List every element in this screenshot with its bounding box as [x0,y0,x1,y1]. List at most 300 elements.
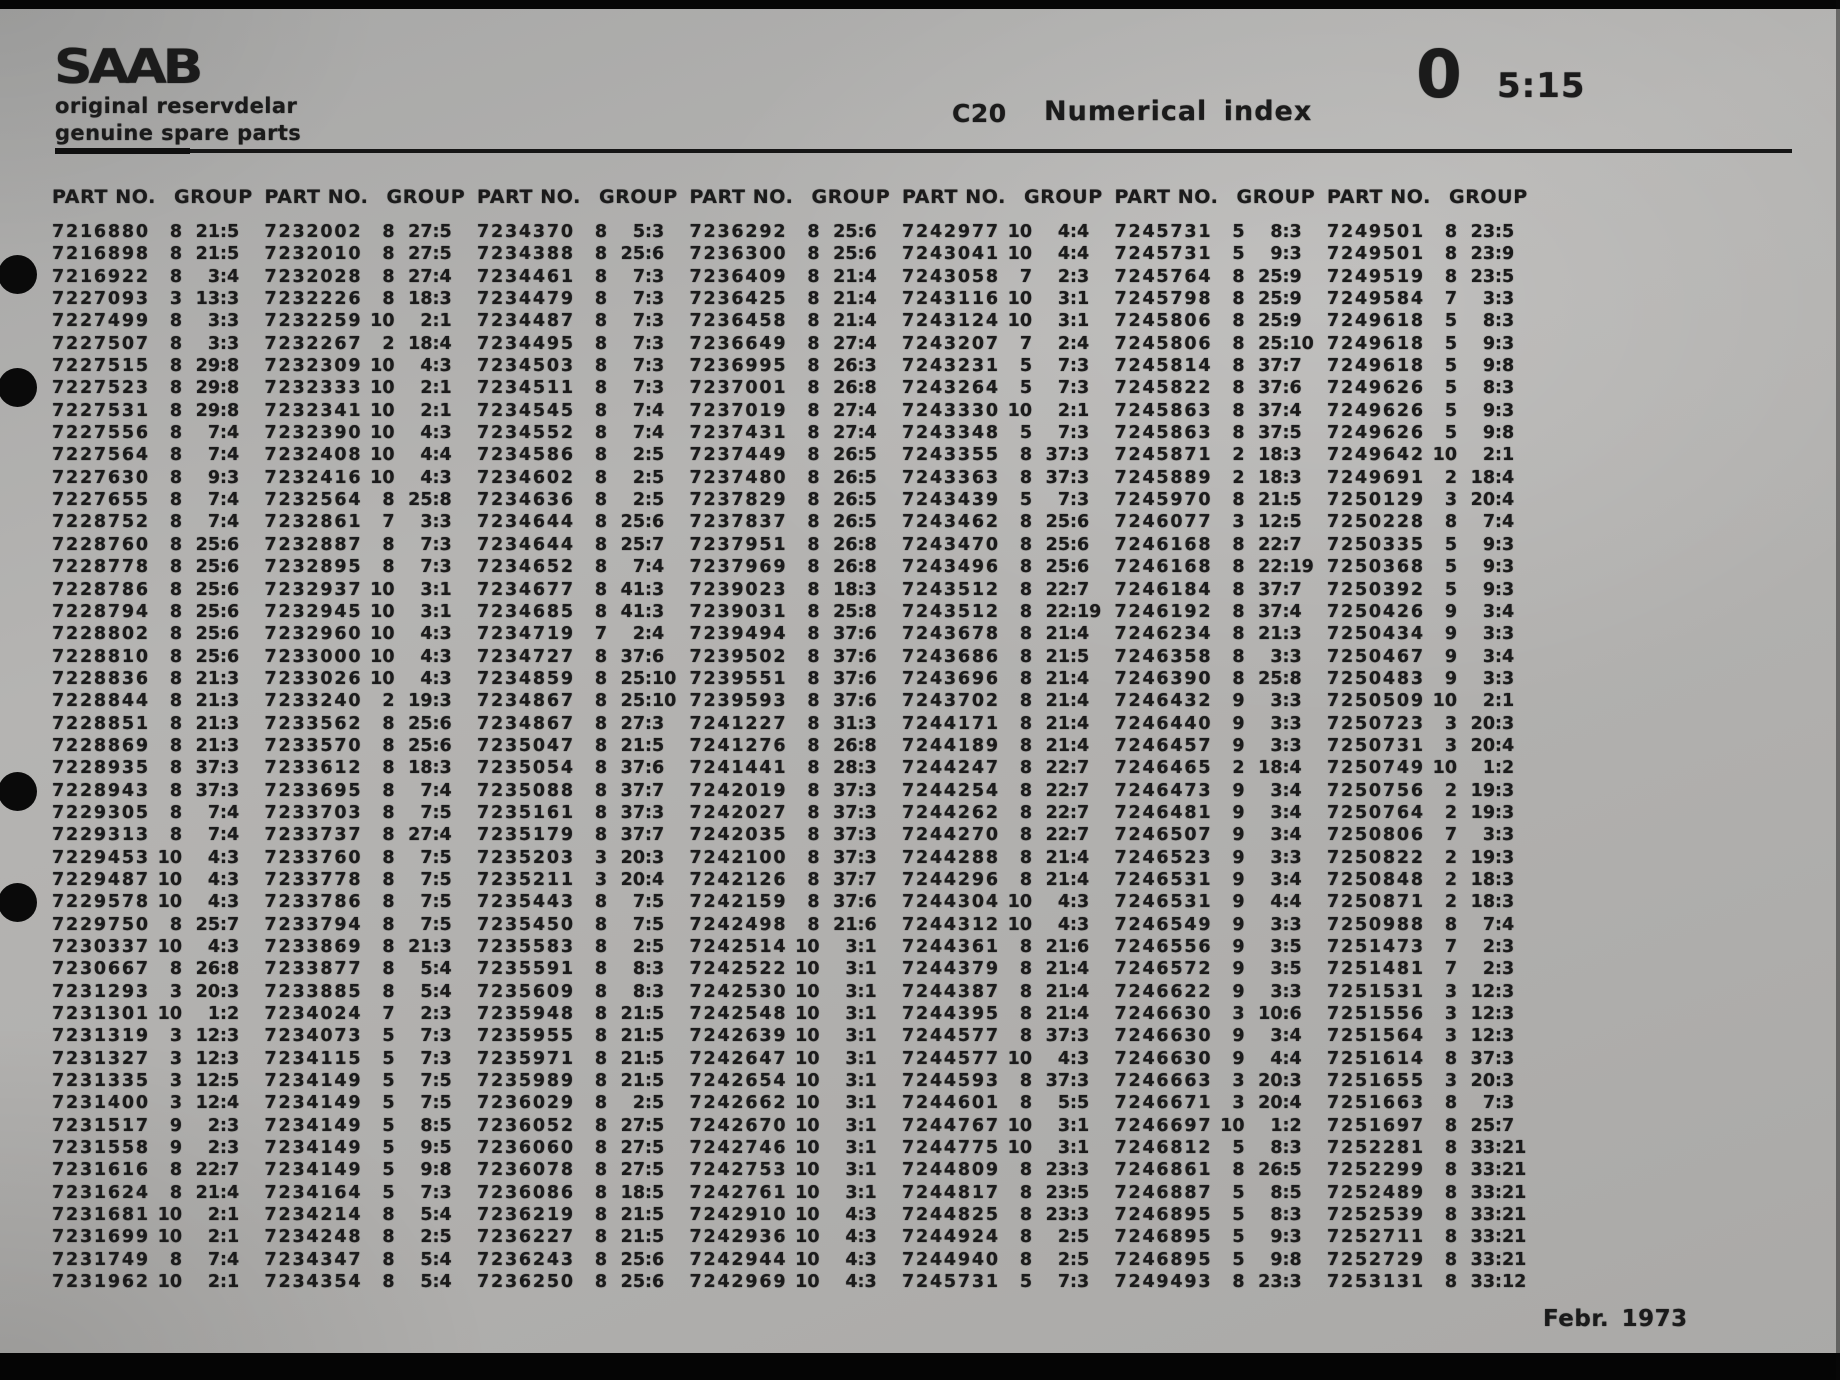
table-row [1327,668,1525,690]
group-number: 2 [420,1004,433,1025]
group-prefix: 8 [1232,311,1245,332]
group-suffix: :6 [1070,937,1090,957]
part-number: 7250509 [1327,691,1425,712]
table-row [265,780,463,802]
part-number: 7234479 [477,289,575,310]
table-row [1115,914,1313,936]
table-row [1115,266,1313,288]
group-suffix: :9 [1282,289,1302,310]
group-prefix: 10 [795,1048,820,1069]
table-row [265,646,463,668]
group-number: 2 [420,400,433,421]
group-prefix: 8 [594,333,607,354]
group-prefix: 8 [594,266,607,287]
table-row [1327,422,1525,444]
group-number: 41 [620,579,645,600]
table-row [1327,1003,1525,1025]
part-number: 7234495 [477,333,575,354]
group-number: 37 [195,758,220,779]
group-suffix: :3 [645,356,665,377]
part-number: 7236458 [689,311,788,332]
group-number: 33 [1470,1272,1495,1293]
group-suffix: :2 [220,1004,240,1025]
group-suffix: :6 [220,557,240,578]
table-row [52,802,250,824]
group-suffix: :8 [857,601,877,622]
group-number: 25 [620,244,645,265]
part-number: 7244924 [902,1227,1000,1248]
group-prefix: 2 [1232,467,1245,488]
group-prefix: 8 [594,691,607,712]
group-prefix: 9 [1444,601,1457,622]
part-number: 7234602 [477,467,575,488]
group-number: 25 [408,713,433,734]
group-suffix: :3 [1282,1138,1302,1159]
page-reference: 5:15 [1497,66,1586,106]
group-prefix: 10 [1220,1115,1245,1136]
group-prefix: 8 [594,534,607,555]
group-prefix: 8 [594,1227,607,1248]
group-prefix: 8 [382,1249,395,1270]
group-suffix: :4 [432,333,452,354]
part-number: 7216898 [52,244,150,265]
group-suffix: :21 [1495,1227,1527,1248]
part-number: 7246556 [1114,937,1213,957]
part-number: 7236995 [689,356,788,377]
part-number: 7234644 [477,534,575,555]
part-number: 7234073 [264,1026,363,1047]
group-suffix: :19 [1282,557,1314,578]
part-number: 7231517 [52,1115,150,1136]
part-number: 7234248 [264,1227,363,1248]
group-prefix: 8 [807,333,820,354]
table-row [477,958,675,980]
group-number: 3 [845,937,858,957]
group-number: 37 [833,780,858,801]
part-number: 7236292 [689,222,788,242]
group-number: 20 [195,981,220,1002]
group-suffix: :8 [857,557,877,578]
group-number: 27 [833,333,858,354]
group-suffix: :3 [857,713,877,734]
part-number: 7228802 [52,624,150,645]
section-code: C20 [952,99,1007,128]
part-number: 7246887 [1114,1182,1213,1203]
group-suffix: :3 [645,222,665,242]
group-suffix: :5 [432,1115,452,1136]
part-number: 7237837 [689,512,788,533]
part-number: 7233885 [264,981,363,1002]
table-row [1115,355,1313,377]
table-row [1115,1249,1313,1271]
part-number: 7253131 [1327,1272,1425,1293]
part-number: 7244577 [902,1026,1000,1047]
group-prefix: 10 [1432,691,1457,712]
part-number: 7239494 [689,624,788,645]
group-suffix: :5 [432,869,452,890]
table-row [902,981,1100,1003]
part-number: 7251663 [1327,1093,1425,1114]
part-number: 7244817 [902,1182,1000,1203]
group-number: 37 [833,825,858,846]
group-prefix: 3 [169,1093,182,1114]
table-row [477,310,675,332]
group-prefix: 8 [1444,1093,1457,1114]
group-number: 7 [632,423,645,444]
group-number: 3 [845,1160,858,1181]
part-number: 7243496 [902,557,1000,578]
group-number: 2 [1057,266,1070,287]
group-number: 2 [1057,1227,1070,1248]
group-number: 2 [632,445,645,466]
group-number: 7 [632,289,645,310]
table-row [265,1271,463,1293]
group-prefix: 8 [169,735,182,756]
table-row [52,735,250,757]
group-number: 37 [833,691,858,712]
part-number: 7242019 [689,780,788,801]
group-suffix: :8 [220,400,240,421]
part-number: 7243330 [902,400,1000,421]
group-suffix: :3 [1495,534,1515,555]
group-suffix: :6 [645,512,665,533]
group-suffix: :1 [432,601,452,622]
group-suffix: :4 [220,1249,240,1270]
table-row [52,288,250,310]
part-number: 7231301 [52,1004,150,1025]
group-suffix: :6 [220,646,240,667]
group-prefix: 9 [1232,937,1245,957]
group-prefix: 8 [1444,914,1457,935]
group-prefix: 5 [1444,400,1457,421]
group-prefix: 8 [1019,646,1032,667]
group-suffix: :1 [432,400,452,421]
group-suffix: :5 [1282,490,1302,511]
group-suffix: :7 [645,825,665,846]
part-number: 7233778 [264,869,363,890]
group-suffix: :6 [220,624,240,645]
group-suffix: :4 [1070,222,1090,242]
table-row [52,1048,250,1070]
table-row [477,646,675,668]
table-row [1115,444,1313,466]
part-number: 7242977 [902,222,1000,242]
part-number: 7234388 [477,244,575,265]
group-suffix: :3 [1495,557,1515,578]
group-prefix: 8 [1232,266,1245,287]
part-number: 7229750 [52,914,150,935]
group-number: 2 [1482,691,1495,712]
group-suffix: :4 [645,423,665,444]
group-suffix: :5 [857,467,877,488]
group-number: 2 [632,1093,645,1114]
part-number: 7244262 [902,802,1000,823]
group-number: 26 [833,467,858,488]
group-number: 2 [632,490,645,511]
group-suffix: :3 [1070,1272,1090,1293]
part-number: 7234347 [264,1249,363,1270]
part-number: 7232341 [264,400,363,421]
group-prefix: 8 [382,490,395,511]
table-row [265,310,463,332]
group-suffix: :3 [1070,423,1090,444]
group-number: 8 [1482,378,1495,399]
group-prefix: 10 [795,1249,820,1270]
group-prefix: 10 [157,1227,182,1248]
group-prefix: 10 [1432,758,1457,779]
group-suffix: :5 [645,1182,665,1203]
table-row [477,690,675,712]
group-suffix: :3 [220,780,240,801]
part-number: 7227515 [52,356,150,377]
group-number: 5 [420,1205,433,1226]
group-number: 3 [420,601,433,622]
group-number: 21 [833,914,858,935]
part-number: 7232895 [264,557,363,578]
group-suffix: :6 [645,758,665,779]
group-prefix: 8 [1019,1160,1032,1181]
part-number: 7232937 [264,579,363,600]
table-row [477,869,675,891]
group-number: 4 [845,1227,858,1248]
group-number: 3 [845,1048,858,1069]
part-number: 7242522 [689,959,788,980]
table-row [902,355,1100,377]
group-header: GROUP [1449,186,1528,208]
table-row [902,891,1100,913]
group-prefix: 8 [1232,668,1245,689]
group-suffix: :3 [220,735,240,756]
group-prefix: 8 [594,445,607,466]
part-number: 7244767 [902,1115,1000,1136]
part-number: 7234586 [477,445,575,466]
group-prefix: 8 [169,579,182,600]
group-prefix: 8 [382,222,395,242]
table-row [1327,1070,1525,1092]
part-number: 7246663 [1114,1071,1213,1092]
group-prefix: 8 [1019,937,1032,957]
group-suffix: :4 [1282,1026,1302,1047]
part-number: 7242662 [689,1093,788,1114]
group-prefix: 3 [1444,490,1457,511]
part-number: 7246234 [1114,624,1213,645]
part-number: 7234677 [477,579,575,600]
group-prefix: 8 [1019,1227,1032,1248]
part-number: 7228869 [52,735,150,756]
group-number: 25 [620,512,645,533]
group-number: 27 [620,1160,645,1181]
group-suffix: :3 [220,847,240,868]
group-suffix: :5 [645,1026,665,1047]
group-number: 7 [1057,490,1070,511]
group-number: 7 [420,914,433,935]
group-suffix: :3 [1495,289,1515,310]
group-suffix: :7 [1282,579,1302,600]
group-suffix: :3 [1282,1272,1302,1293]
group-suffix: :4 [220,802,240,823]
group-number: 4 [845,1249,858,1270]
group-suffix: :5 [432,1138,452,1159]
group-prefix: 8 [1444,222,1457,242]
table-row [265,1070,463,1092]
punch-hole [0,772,37,811]
group-suffix: :6 [645,1249,665,1270]
group-suffix: :3 [432,356,452,377]
group-number: 2 [632,937,645,957]
part-number: 7236078 [477,1160,575,1181]
group-number: 8 [1270,222,1283,242]
group-prefix: 8 [382,735,395,756]
group-suffix: :6 [857,691,877,712]
table-row [265,690,463,712]
table-row [265,668,463,690]
part-number: 7242126 [689,869,788,890]
table-row [265,1182,463,1204]
table-row [265,802,463,824]
group-prefix: 9 [1232,892,1245,913]
group-prefix: 10 [370,601,395,622]
table-row [1115,646,1313,668]
part-number: 7251564 [1327,1026,1425,1047]
group-suffix: :5 [432,1071,452,1092]
group-suffix: :3 [645,713,665,734]
group-number: 25 [1258,333,1283,354]
group-suffix: :19 [1070,601,1102,622]
group-suffix: :5 [220,244,240,265]
table-row [52,333,250,355]
group-suffix: :7 [645,534,665,555]
group-suffix: :5 [1282,512,1302,533]
group-number: 21 [195,1182,220,1203]
part-no-header: PART NO. [477,186,581,208]
group-prefix: 8 [594,713,607,734]
group-prefix: 8 [807,222,820,242]
group-suffix: :5 [1282,1182,1302,1203]
table-row [1327,467,1525,489]
group-suffix: :3 [1495,1026,1515,1047]
group-suffix: :3 [220,869,240,890]
part-number: 7246895 [1114,1205,1213,1226]
table-row [690,1025,888,1047]
group-number: 2 [420,311,433,332]
table-row [265,601,463,623]
group-number: 21 [1045,691,1070,712]
group-suffix: :4 [1495,914,1515,935]
group-prefix: 5 [1444,378,1457,399]
group-number: 37 [833,802,858,823]
table-row [477,333,675,355]
group-suffix: :5 [645,937,665,957]
table-row [1115,422,1313,444]
group-prefix: 10 [795,1205,820,1226]
group-prefix: 10 [795,1160,820,1181]
group-prefix: 8 [1019,624,1032,645]
table-row [265,735,463,757]
group-suffix: :4 [1282,892,1302,913]
group-prefix: 3 [594,847,607,868]
group-number: 21 [195,222,220,242]
part-number: 7236425 [689,289,788,310]
group-suffix: :9 [1282,311,1302,332]
group-suffix: :3 [432,758,452,779]
group-suffix: :3 [220,311,240,332]
group-number: 12 [1470,981,1495,1002]
group-suffix: :6 [857,624,877,645]
group-number: 41 [620,601,645,622]
group-suffix: :3 [1070,266,1090,287]
group-suffix: :4 [1282,802,1302,823]
group-number: 9 [207,467,220,488]
group-prefix: 8 [594,311,607,332]
part-number: 7246531 [1114,892,1213,913]
group-prefix: 8 [594,1115,607,1136]
group-suffix: :1 [1070,400,1090,421]
group-prefix: 9 [1232,713,1245,734]
group-prefix: 8 [1019,1182,1032,1203]
group-prefix: 8 [594,512,607,533]
group-prefix: 5 [1232,1205,1245,1226]
group-number: 27 [620,1115,645,1136]
group-suffix: :4 [1070,668,1090,689]
table-row [477,757,675,779]
table-row [52,1137,250,1159]
group-suffix: :7 [1070,579,1090,600]
part-number: 7228844 [52,691,150,712]
group-suffix: :3 [1282,222,1302,242]
group-prefix: 5 [382,1048,395,1069]
part-number: 7232887 [264,534,363,555]
group-number: 18 [1258,467,1283,488]
group-prefix: 8 [1232,534,1245,555]
table-row [1327,1092,1525,1114]
group-number: 22 [1045,601,1070,622]
group-number: 9 [1482,400,1495,421]
table-row [902,1048,1100,1070]
group-prefix: 8 [807,311,820,332]
table-row [1327,601,1525,623]
group-suffix: :3 [220,758,240,779]
part-number: 7252539 [1327,1205,1425,1226]
table-row [690,1249,888,1271]
group-suffix: :4 [1070,691,1090,712]
brand-tagline-swedish: original reservdelar [55,94,298,118]
part-number: 7237829 [689,490,788,511]
group-prefix: 8 [382,713,395,734]
table-row [265,869,463,891]
part-number: 7246168 [1114,534,1213,555]
part-number: 7229453 [52,847,150,868]
group-number: 37 [833,668,858,689]
group-suffix: :5 [857,512,877,533]
group-number: 23 [1470,244,1495,265]
group-prefix: 8 [1019,735,1032,756]
group-prefix: 9 [1232,981,1245,1002]
group-suffix: :5 [1495,222,1515,242]
part-number: 7231319 [52,1026,150,1047]
group-number: 27 [620,1138,645,1159]
group-number: 3 [1482,289,1495,310]
part-number: 7249626 [1327,400,1425,421]
group-prefix: 8 [807,601,820,622]
group-suffix: :4 [857,423,877,444]
part-number: 7244270 [902,825,1000,846]
group-number: 4 [1057,244,1070,265]
group-suffix: :1 [857,937,877,957]
group-suffix: :3 [1070,356,1090,377]
table-row [1327,400,1525,422]
group-suffix: :6 [220,534,240,555]
table-row [477,1025,675,1047]
